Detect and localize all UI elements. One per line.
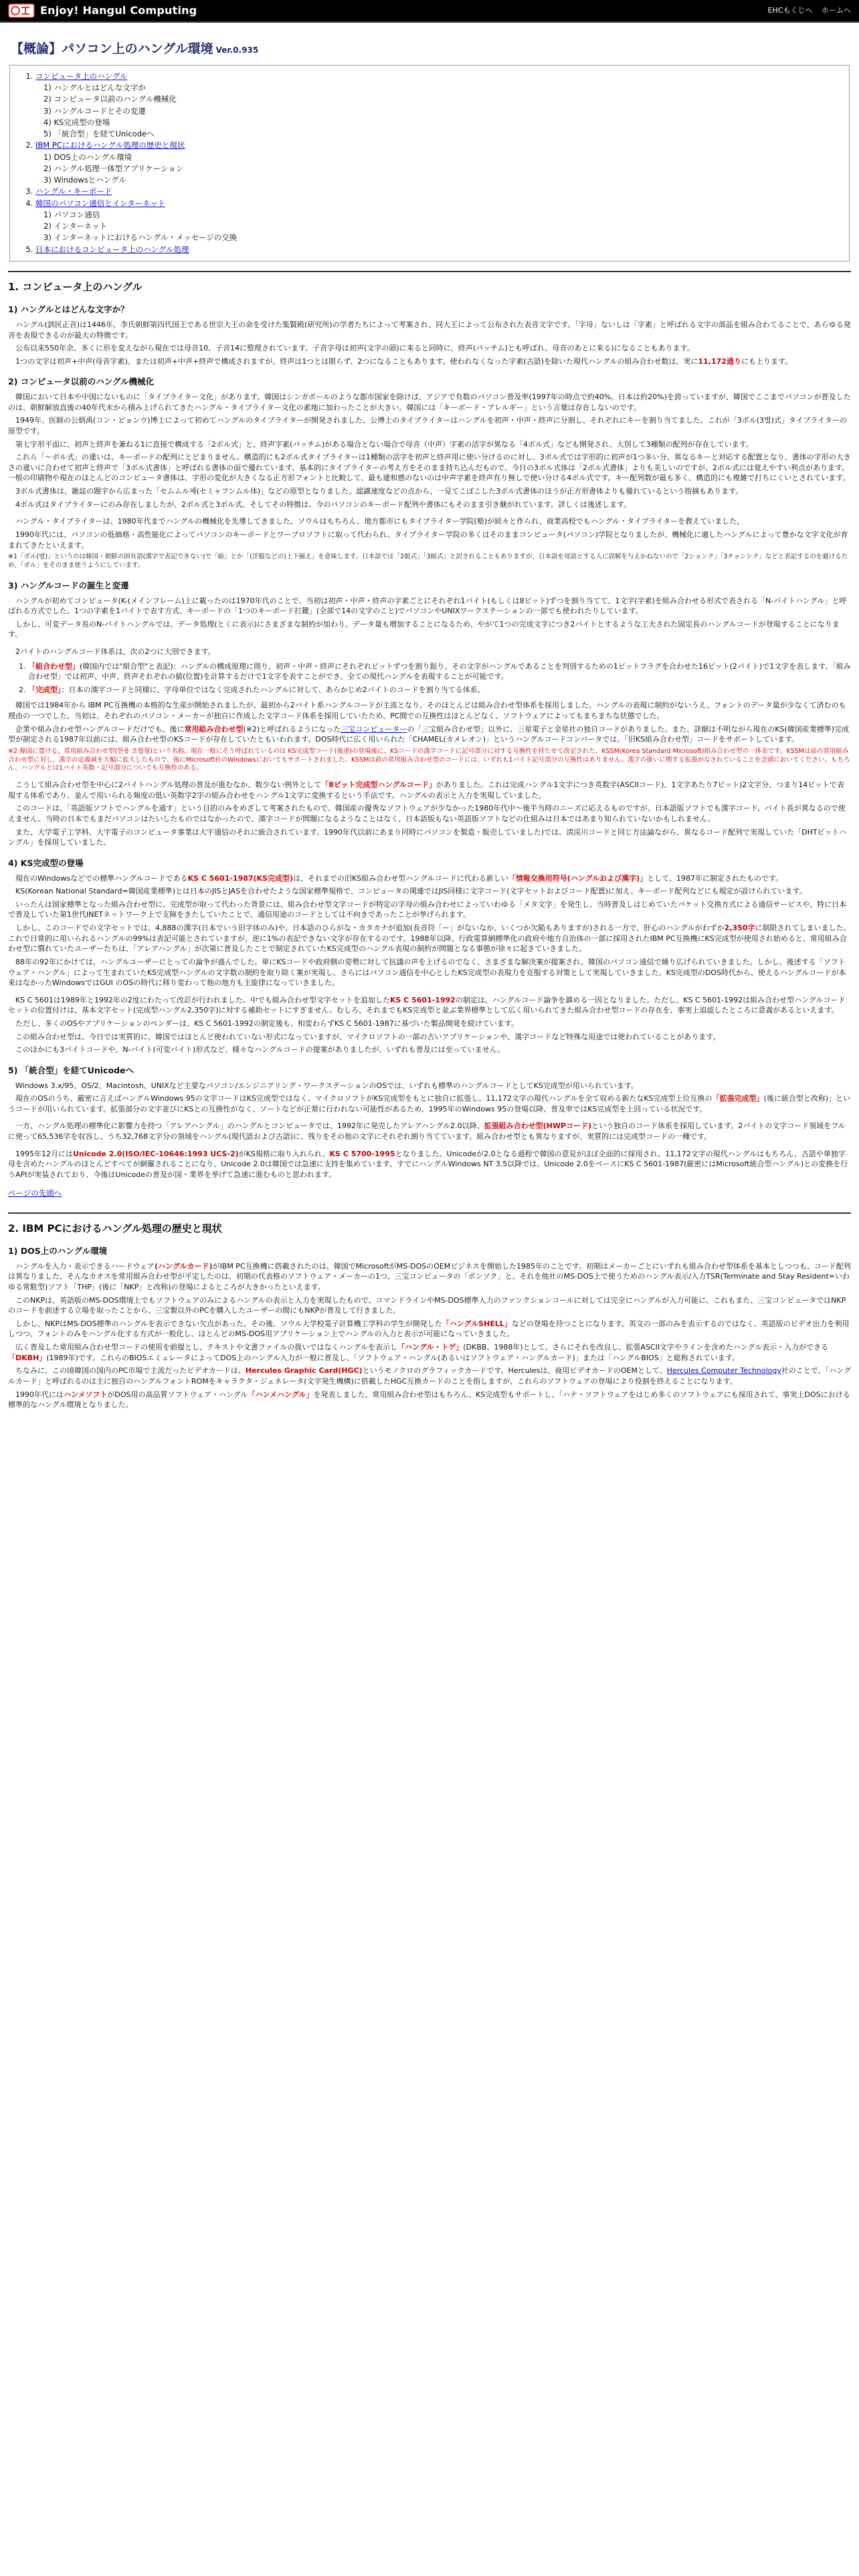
site-header [0, 0, 859, 23]
paragraph: 1990年代には、パソコンの低価格・高性能化によってパソコンのキーボードとワープロソフトに取って代わられ、タイプライター学院の多くはそのままコンピュータ(パソコン)学院となりましたが、機械化に適したハングルによって豊かな文字文化が育まれてきたといえます。 [8, 530, 848, 550]
paragraph: 3ボル式書体は、雑誌の題字から広まった「セムムル체(セミャフンムル体)」などの原型となりました。認識速度などの点から、一見てこぼこした3ボル式書体のほうが正方形書体よりも優れているという指摘もあります。 [15, 487, 743, 496]
text: (1989年)です。これらのBIOSエミュレータによってDOS上のハングル入力が一般に普及し、「ソフトウェア・ハングル(あるいはソフトウェア・ハングルカード)」または「ハングルBIOS」と総称されています。 [46, 1353, 739, 1362]
paragraph: 4ボル式はタイプライターにのみ存在しましたが、2ボル式と3ボル式、そしてその特徴は、今のパソコンのキーボード配列や書体にもそのまま引き継がれています。詳しくは後述します。 [15, 500, 632, 509]
text: などの登場を待つことになります。英文の一部のみを表示するのではなく、英語版のビデオ出力を利用しつつ、フォントのみをハングル化する方式が一般化し、ほとんどのMS-DOS用アプリケーション上でハングルの入力と表示が可能になっていきました。 [8, 1319, 850, 1339]
highlight: 拡張組み合わせ型(HWPコード) [484, 1121, 592, 1131]
text: 現在のWindowsなどでの標準ハングルコードである [15, 873, 188, 883]
text: 1995年12月には [15, 1149, 73, 1158]
link-hercules[interactable]: Hercules Computer Technology [666, 1366, 781, 1376]
paragraph: 韓国において日本や中国にないものに「タイプライター文化」があります。韓国はシンガポールのような都市国家を除けば、アジアで有数のパソコン普及率(1997年の時点で約40%。日本は約20%)を誇っていますが、韓国でここまでパソコンが普及したのは、朝鮮解放直後の40年代末から積み上げられてきたハングル・タイプライター文化の素地に加わったことが大きい。韓国には「キーボード・アレルギー」という言葉は存在しないのです。 [8, 393, 851, 412]
paragraph: また、大学電子工学科、大宇電子のコンピュータ事業は大宇通信のそれに統合されています。1990年代以前にあまり同時にパソコンを製造・販売していました)では、清渓川コードと同じ方法論ながら、異なるコード配列で実現していた「DHTビットハングル」を採用していました。 [8, 827, 846, 847]
text: (韓国内では"組合型"と表記)：ハングルの構成原理に則り、初声・中声・終声にそれぞれビットずつを割り振り、その文字がハングルであることを判別するための1ビットフラグを合わせた16ビット(2バイト)で1文字を表します。「組み合わせ型」では初声、中声、終声それぞれの値(位置)を計算するだけで1文字を表すことができ、全ての現代ハングルを表現することが可能です。 [28, 661, 851, 681]
text: こうして組み合わせ型を中心に2バイトハングル処理の普及が進むなか、数少ない例外として [15, 780, 322, 790]
paragraph [8, 1121, 851, 1142]
highlight: KS C 5700-1995 [329, 1149, 395, 1158]
site-logo[interactable] [8, 3, 197, 19]
paragraph: 韓国では1984年から IBM PC互換機の本格的な生産が開始されましたが、最初から2バイト系ハングルコードが主流となり、そのほとんどは組み合わせ型体系を採用しました。ハングルの表現に制約がないうえ、フォントのデータ量が少なくて済むのも理由の一つでした。当初は、それぞれのパソコン・メーカーが独自に作成した文字コード体系を採用していたため、PC間での互換性はほとんどなく、ソフトウェアによってもまちまちな状態でした。 [8, 701, 846, 720]
toc-sub-item: 4) KS完成型の登場 [43, 117, 110, 127]
footnote [8, 748, 851, 773]
paragraph [8, 1390, 851, 1410]
section-divider [8, 271, 851, 272]
toc-item-1 [35, 71, 840, 140]
paragraph [8, 1366, 851, 1386]
highlight: 2,350字 [724, 924, 755, 933]
page-title [11, 40, 851, 58]
text: がKS規格に取り入れられ、 [238, 1149, 330, 1158]
text: にも上ります。 [741, 356, 793, 366]
list-item [28, 685, 851, 695]
text: 広く普及した常用組み合わせ型コードの使用を前提とし、テキストや文書ファイルの扱いではなくハングルを表示し [15, 1343, 398, 1352]
highlight: (ハングルカード) [155, 1261, 213, 1271]
paragraph: Windows 3.x/95、OS/2、Macintosh、UNIXなど主要なパソコン/エンジニアリング・ワークステーションのOSでは、いずれも標準のハングルコードとしてKS完成型が用いられています。 [15, 1081, 638, 1090]
list-item [28, 661, 851, 682]
paragraph: これら「～ボル式」の違いは、キーボードの配列にとどまりません。構造的にも2ボル式タイプライターは1種類の活字を初声と終声用に使い分けるのに対し、3ボル式では字形的に初声が1つ多い分、異なるキーと対応する配置となり、書体の字形の大きさの違いに合わせて初声と終声で「3ボル式書体」と呼ばれる書体の面で優れています。基本的にタイプライターの考え方をそのまま持ち込んだもので、今日の3ボル式体は「2ボル式書体」よりも美しいのですが、2ボル式には覚えやすい利点があります。一般の印刷物や現在のほとんどのコンピュータ書体は、字形の変化が大きくなる正方形フォントと比較して、最も違和感のないのは中声字素を終声有り無しで使い分ける4ボル式です。キー配列数が最も多く、構造的にも複雑で打ちにくいとされています。 [8, 453, 851, 483]
paragraph [8, 724, 851, 745]
highlight: Unicode 2.0(ISO/IEC-10646:1993 UCS-2) [73, 1149, 239, 1158]
highlight: 「DKBH」 [8, 1353, 47, 1362]
link-sambo[interactable]: 三宝コンピューター [341, 724, 407, 734]
text: KS C 5601は1989年と1992年の2度にわたって改訂が行われました。中でも組み合わせ型文字セットを追加した [15, 995, 390, 1004]
text: は、それまでの旧KS組み合わせ型ハングルコードに代わる新しい [293, 873, 508, 883]
text: がありました。これは完成ハングル1文字につき英数字(ASCIIコード)、1文字あたり7ビット)2文字分、つまり14ビットで表現する体系であり、並んで用いられる頻度の低い英数字2字の組み合わせをハングル1文字に変換するという手法です。ハングルの表示と入力を実現していました。 [8, 780, 844, 800]
toc-sub-item: 3) ハングルコードとその変遷 [43, 106, 146, 116]
toc-sub-item: 1) パソコン通信 [43, 209, 100, 219]
subsection-heading: 4) KS完成型の登場 [8, 857, 84, 868]
paragraph: この組み合わせ型は、今日では実質的に、韓国ではほとんど使われていない形式になっていますが、マイクロソフトの一部の古いアプリケーションや、漢字コードなど特殊な用途では使われていることがあります。 [15, 1032, 721, 1041]
toc-sub-item: 3) Windowsとハングル [43, 175, 126, 185]
paragraph: このほかにも3バイトコードや、N-バイト(可変バイト)形式など、様々なハングルコードの提案がありましたが、いずれも普及には至っていません。 [15, 1045, 505, 1055]
highlight: KS C 5601-1992 [389, 995, 456, 1004]
paragraph: 88年の92年にかけては、ハングルユーザーにとっての論争が盛んでした。単にKSコードや政府側の姿勢に対して抗議の声を上げるのでなく、さまざまな解決案が提案され、韓国のパソコン通信で繰り広げられていきました。しかし、後述する「ソフトウェア・ハングル」によって生まれていたKS完成型ハングルの文字数の制約を取り除く案が実現し、さらにはパソコン通信を中心としたKS完成型の表現力を克服する対策として実現していきました。KS完成型のDOS時代から、使えるハングルコードが本来はなかったWindowsではGUI のOSの時代に移り変わって他の地方も主旋律になっていきました。 [8, 957, 846, 988]
text: に制限されてしまいました。これで日常的に用いられるハングルの99%は表記可能とされていますが、逆に1%の表記できない文字が存在するのです。1988年以降、行政電算網標準化の政府や地方自治体の一部に採用されたIBM PC互換機にKS完成型が使用され始めると、常用組み合わせ型に慣れていたユーザーたちは、「アレアハングル」が次第に普及したことで制定されていたKS完成型のハングル表現の制約が問題となる事態が徐々に起きていきました。 [8, 924, 851, 954]
paragraph: ただし、多くのOSやアプリケーションのベンダーは、KS C 5601-1992の制定後も、相変わらずKS C 5601-1987に基づいた製品開発を続けています。 [15, 1018, 518, 1028]
subsection-heading: 1) ハングルとはどんな文字か？ [8, 304, 129, 315]
paragraph: KS(Korean National Standard=韓国産業標準)とは日本のJISとJASを合わせたような国家標準規格で、コンピュータの関連ではJIS同様に文字コード(文字セットおよびコード配置)に加え、キーボード配列などにも規定が設けられています。 [15, 887, 807, 896]
text: という独自のコード体系を採用しています。2バイトの文字コード領域をフルに使って65,536字を収容し、うち32,768文字分の領域をハングル(現代語および古語)に、残りをその他の文字にそれぞれ割り当てています。組み合わせ型とも異なりますが、実質的には完成型コードの一種です。 [8, 1121, 846, 1141]
logo-icon [8, 3, 35, 18]
toc-link-2[interactable]: IBM PCにおけるハングル処理の歴史と現状 [35, 140, 185, 150]
text: の「三宝組み合わせ型」以外に、三星電子と金星社の独自コードがありました。また、詳細は不明ながら現在のKS(韓国産業標準)完成型が制定される1987年以前には、組み合わせ型のKSコードが存在していたともいわれます。DOS時代に広く用いられた「CHAMEL(カメレオン)」というハングルコードコンバータでは、「旧KS組み合わせ型」コードをサポートしています。 [8, 724, 850, 744]
toc-sub-item: 1) DOS上のハングル環境 [43, 152, 132, 162]
highlight: Hercules Graphic Card(HGC) [245, 1366, 363, 1376]
toc-sub-item: 2) インターネット [43, 221, 107, 231]
paragraph [8, 356, 851, 367]
link-home[interactable]: ホームへ [822, 6, 851, 15]
highlight: 「ハングル・トゲ」 [397, 1343, 464, 1352]
site-brand: Enjoy! Hangul Computing [40, 3, 197, 17]
main-content [0, 23, 859, 1418]
subsection-heading: 2) コンピュータ以前のハングル機械化 [8, 377, 155, 387]
text: 現在のOSのうち、厳密に言えばハングルWindows 95の文字コードはKS完成型ではなく、マイクロソフトがKS完成型をもとに独自に拡張し、11,172文字の現代ハングルを全て収める新たなKS完成型上位互換の [15, 1094, 712, 1103]
subsection-heading: 3) ハングルコードの誕生と変遷 [8, 580, 129, 591]
paragraph [8, 1093, 851, 1114]
paragraph: ハングルが初めてコンピュータ(K-(メインフレーム)上に載ったのは1970年代のことで、当初は初声・中声・終声の字素ごとにそれぞれ1バイト(もしくは8ビット)ずつを割り当てて、1文字(字素)を組み合わせる形式で表される「N-バイトハングル」と呼ばれる方式でした。1つの字素を1バイトで表す方式、キーボードの「1つのキーボード打鍵」(全部で14の文字のこと)でパソコンやUNIXワークステーションの一部でも使われたりしています。 [8, 596, 847, 616]
highlight: 「情報交換用符号(ハングルおよび漢字)」 [508, 873, 648, 883]
highlight: 常用組み合わせ型 [184, 724, 244, 734]
text: の制定は、ハングルコード論争を鎮める一因となりました。ただし、KS C 5601-1992は組み合わせ型ハングルコードセットの位置付けは、基本文字セット(完成型ハングル2,350字)に対する補助セットにすぎません。むしろ、それまでもKS完成型と並ぶ業界標準として広く用いられてきた組み合わせ型コードの存在を、事実上追認したところに意義があるといえます。 [8, 995, 846, 1015]
highlight: 「ハンメハングル」 [248, 1390, 314, 1399]
text: (後に統合型と改称)」というコードが用いられています。拡張部分の文字並びにKSとの互換性がなく、ソートなどが正常に行われない可能性があるため、1995年のWindows 95の登場以降、普及率ではKS完成型を上回っている状況です。 [8, 1094, 851, 1113]
text: ハングルを入力・表示できるハードウェア [15, 1261, 155, 1271]
toc-item-5 [35, 244, 840, 255]
header-links [761, 5, 851, 16]
version-label: Ver.0.935 [215, 45, 259, 55]
footnote [8, 553, 851, 570]
toc-link-1[interactable]: コンピュータ上のハングル [35, 71, 128, 81]
toc-item-3 [35, 186, 840, 197]
toc-sub-item: 3) インターネットにおけるハングル・メッセージの交換 [43, 233, 237, 243]
text: を発表しました。常用組み合わせ型はもちろん、KS完成型もサポートし、「ハナ・ソフトウェアをはじめ多くのソフトウェアにも採用されて、事実上DOSにおける標準的なハングル環境となりました。 [8, 1390, 850, 1410]
text: となりました。Unicodeが2.0となる過程で韓国の意見がほぼ全面的に採用され、11,172文字の現代ハングルはもちろん、古語や単独字母を含めたハングルのほとんどすべてが網羅されることになり、Unicode 2.0は韓国では急速に支持を集めています。すでにハングルWindows NT 3.5以降では、Unicode 2.0をベースにKS C 5601-1987(厳密にはMicrosoft統合型ハングル)との変換を行うAPIが実装されており、今後はUnicodeの普及が国・業界を挙げて急速に進むものと思われます。 [8, 1149, 848, 1179]
subsection-heading: 1) DOS上のハングル環境 [8, 1246, 108, 1257]
paragraph [8, 1149, 851, 1180]
paragraph: しかし、可変データ長のN-バイトハングルでは、データ処理(とくに表示)にさまざまな制約が加わり、データ量も増加することになるため、やがて1つの完成文字につき2バイトとするような工夫された固定長のハングルコードが登場することになります。 [8, 619, 840, 639]
text: がDOS用の高品質ソフトウェア・ハングル [107, 1390, 248, 1399]
highlight: 11,172通り [698, 356, 741, 366]
text: 社のことで、「ハングルカード」と呼ばれるのは主に独自のハングルフォントROMをキャラクタ・ジェネレータ(文字発生機構)に搭載したHGC互換カードのことを指しますが、これらのソフトウェアの登場により役割を終えることになります。 [8, 1366, 851, 1386]
paragraph: 1949年、医師の公炳禹(コン・ビョンウ)博士によって初めてハングルのタイプライターが開発されました。公博士のタイプライターはハングルを初声・中声・終声に分割し、それぞれにキーを割り当てました。これが「3ボル(3벌)式」タイプライターの原型です。 [8, 416, 848, 436]
paragraph: 公布以来550年余、多くに形を変えながら現在では母音10、子音14に整理されています。子音字母は初声(文字の頭)に来ると同時に、終声(パッチム)とも呼ばれ、母音のあとに来る)になることもあります。 [15, 344, 694, 353]
toc-link-5[interactable]: 日本におけるコンピュータ上のハングル処理 [35, 244, 189, 254]
text: しかし、このコードでの文字セットでは、4,888の漢字(日本でいう旧字体のみ)や、日本語のひらがな・カタカナが追加(長音符「ー」がないなか、いくつか欠陥もありますが)される一方で、肝心のハングルがわずか [15, 924, 725, 933]
paragraph: ハングル(訓民正音)は1446年、李氏朝鮮第四代国王である世宗大王の命を受けた集賢殿(研究所)の学者たちによって考案され、同大王によって公布された表音文字です。「字母」ないしは「字素」と呼ばれる文字の部品を組み合わてることで、あらゆる発音を表現できるのが最大の特徴です。 [8, 320, 851, 340]
toc-link-4[interactable]: 韓国のパソコン通信とインターネット [35, 198, 166, 208]
paragraph: いったんは国家標準となった組み合わせ型に、完成型が取って代わった背景には、組み合わせ型文字コードが特定の字母の組み合わせによっていわゆる「メタ文字」を発生し、当時普及しはじめていたパケット交換方式による通信サービスや、特に日本で普及していた第1世代INETネットワーク上で支障をきたしていたことで、通信用途のコードとしては不向きであったことが挙げられます。 [8, 899, 847, 920]
paragraph [8, 1261, 851, 1293]
text: として、1987年に制定されたものです。 [647, 873, 783, 883]
text: (※2)と呼ばれるようになった [243, 724, 341, 734]
toc-sub-item: 1) ハングルとはどんな文字か [43, 83, 146, 93]
text: 企業や組み合わせ型ハングルコードだけでも、後に [15, 724, 185, 734]
toc-sub-item: 5) 「統合型」を経てUnicodeへ [43, 129, 155, 139]
paragraph: このNKPは、英語版のMS-DOS環境上でもソフトウェアのみによるハングルの表示と入力を実現したもので、コマンドラインやMS-DOS標準入力のファンクションコールに対しては完全にハングルが入力可能に。これもまた、三宝コンピュータではNKPのコードを前述する立場を取ったことから、三宝製以外のPCを購入したユーザーの間にもNKPが普及して行きました。 [8, 1295, 846, 1315]
text: (DKBB、1988年)として、さらにそれを改良し、拡張ASCII文字やラインを含めたハングル表示・入力ができる [463, 1343, 829, 1352]
paragraph: ハングル・タイプライターは、1980年代までハングルの機械化を先導してきました。ソウルはもちろん、地方都市にもタイプライター学院(塾)が続々と作られ、商業高校でもハングル・タイプライターを教えていました。 [15, 517, 745, 526]
footnote-text: ※2 韓国に置ける、常用組み合わせ型(현용 조합형)という名称。現在一般にそう呼ばれているのは KS完成型コード(後述)の登場後に、KSコードの漢字コードに記号部分に対する互換性を持たせて改定された、KSSM(Korea Standard Microsoft)組み合わせ型の一体表です。KSSMは前の常用組み合わせ型に対し、漢字の定義域を大幅に拡大したもので、後にMicrosoft社のWindowsにおいてもサポートされました。KSSMは前の常用組み合わせ型のコードには、いずれも1バイト記号部分の互換性はありません。漢字の扱いに関する拡張がなされていることを念頭においてください。もちろん、ハングルとは1バイト英数・記号部分についても互換性のある。 [8, 747, 850, 772]
back-to-top-link[interactable]: ページの先頭へ [8, 1188, 62, 1198]
footnote-text: ※1「ボル(벌)」というのは韓国・朝鮮の固有語(漢字で表記できない)で「組」とか「(洋服などの)上下揃え」を意味します。日本語では「2組式」「3組式」と訳されることもありますが、日本語を母語とする人に誤解を与えかねないので「2ションク」「3チョンシク」などと表記するのを避けるため、「ボル」をそのまま使うようにしています。 [8, 553, 848, 569]
code-type-list [8, 661, 851, 695]
toc-item-2 [35, 140, 840, 186]
highlight: ハンメソフト [64, 1390, 108, 1399]
paragraph [8, 1342, 851, 1363]
text: 1990年代には [15, 1390, 64, 1399]
page-title-text: 【概論】パソコン上のハングル環境 [11, 41, 213, 56]
highlight: 「組合わせ型」 [28, 661, 80, 671]
highlight: 「ハングルSHELL」 [442, 1319, 512, 1328]
text: がIBM PC互換機に搭載されたのは、韓国でMicrosoftがMS-DOSのOEMビジネスを開始した1985年のことです。初期はメーカーごとにいずれも組み合わせ型体系を基本としつつも、コード配列は異なりました。そんなカオスを常用組み合わせ型が平定したのは、初期の代表格のソフトウェア・メーカーの1つ、三宝コンピュータの「ポンソク」と、それを他社のMS-DOS上で使うためのハングル表示/入力TSR(Terminate and Stay Resident=いわゆる常駐型)ソフト「THP」(後に「NKP」と改称)の登場によるところが大きかったといえます。 [8, 1261, 851, 1292]
paragraph: このコードは、「英語版ソフトでハングルを通す」という目的のみをめざして考案されたもので、韓国産の優秀なソフトウェアが少なかった1980年代中～後半当時のニーズに応えるものですが、日本語版ソフトでも漢字コード、バイト長が異なるので使えません。当時の日本でもまだパソコンはたいしたものではなかったので、漢字コードが問題になるようなことはなく、日本語版もない英語版ソフトなどの仕組みは日本ではあまり知られていないかもしれません。 [8, 804, 846, 824]
section-1-heading: 1. コンピュータ上のハングル [8, 280, 142, 293]
toc-item-4 [35, 198, 840, 244]
highlight: KS C 5601-1987(KS完成型) [187, 873, 294, 883]
paragraph [8, 873, 851, 884]
highlight: 「拡張完成型」 [712, 1094, 764, 1103]
paragraph: 第七字形平面に、初声と終声を兼ねる1に直接で構成する「2ボル式」と、終声字素(パッチム)がある場合とない場合で母音（中声）字素の活字が異なる「4ボル式」なども開発され、大別して3種類の配列が存在しています。 [15, 439, 753, 449]
table-of-contents [9, 65, 850, 261]
paragraph [8, 995, 851, 1016]
paragraph: 2バイトのハングルコード体系は、次の2つに大別できます。 [15, 647, 215, 656]
toc-sub-item: 2) ハングル処理一体型アプリケーション [43, 163, 184, 173]
paragraph [8, 923, 851, 954]
text: というモノクロのグラフィックカードです。Herculesは、商用ビデオカードのOEMとして、 [362, 1366, 667, 1376]
text: ちなみに、この頃韓国の国内のPC市場で主流だったビデオカードは、 [15, 1366, 246, 1376]
link-ehc-toc[interactable]: EHCもくじへ [767, 6, 813, 15]
text: しかし、NKPはMS-DOS標準のハングルを表示できない欠点があった。その後、ソウル大学校電子計算機工学科の学生が開発した [15, 1319, 442, 1328]
paragraph [8, 1319, 851, 1339]
paragraph [8, 780, 851, 800]
toc-link-3[interactable]: ハングル・キーボード [35, 187, 112, 197]
subsection-heading: 5) 「統合型」を経てUnicodeへ [8, 1065, 134, 1075]
section-divider [8, 1212, 851, 1214]
section-2-heading: 2. IBM PCにおけるハングル処理の歴史と現状 [8, 1222, 222, 1235]
highlight: 「完成型」 [28, 685, 62, 694]
highlight: 「8ビット完成型ハングルコード」 [321, 780, 436, 790]
text: 一方、ハングル処理の標準化に影響力を持つ「アレアハングル」のハングルとコンピュータでは、1992年に発売したアレアハングル2.0以降、 [15, 1121, 484, 1131]
text: 1つの文字は初声+中声(母音字素)、または初声+中声+終声で構成されますが、終声は1つとは限らず、2つになることもあります。使われなくなった字素(古語)を除いた現代ハングルの組み合わせ数は、実に [15, 356, 698, 366]
text: ：日本の漢字コードと同様に、字母単位ではなく完成されたハングルに対して、あらかじめ2バイトのコードを割り当てる体系。 [61, 685, 485, 694]
toc-sub-item: 2) コンピュータ以前のハングル機械化 [43, 94, 177, 104]
